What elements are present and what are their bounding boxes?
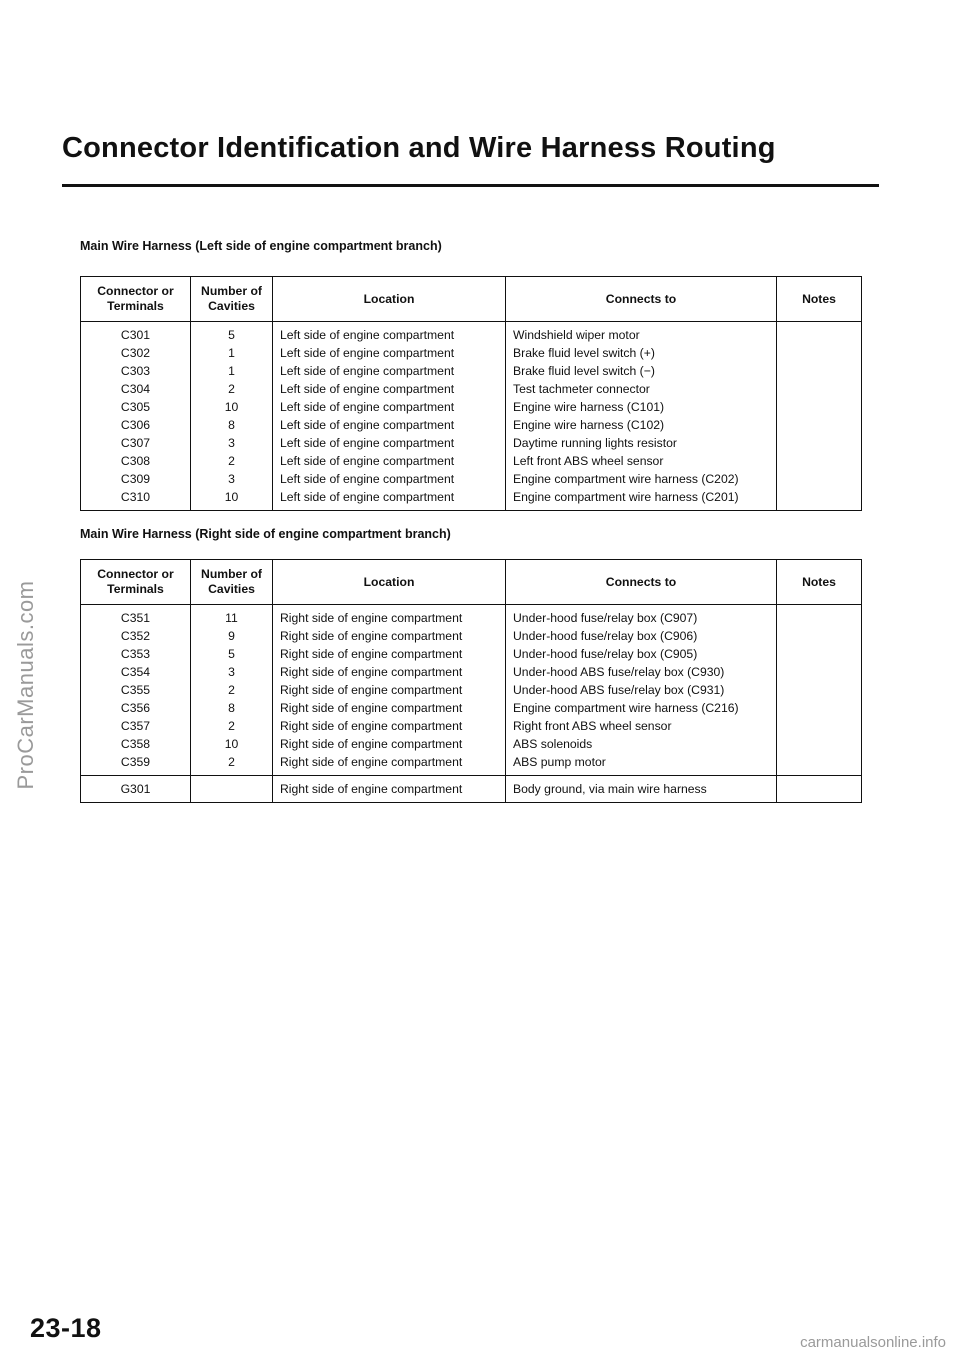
cavities-value: 3 <box>228 472 235 486</box>
connects-to-value: Under-hood ABS fuse/relay box (C930) <box>513 665 725 679</box>
location-value: Left side of engine compartment <box>280 346 455 360</box>
terminal-cell <box>81 322 191 511</box>
connects-to-cell <box>506 605 777 776</box>
cavities-value: 3 <box>228 665 235 679</box>
table-row-group <box>81 776 862 803</box>
location-value: Left side of engine compartment <box>280 382 455 396</box>
terminal-value: C302 <box>120 346 151 360</box>
connects-to-value: Engine compartment wire harness (C202) <box>513 472 739 486</box>
terminal-value: C354 <box>120 665 151 679</box>
table-row-group <box>81 322 862 511</box>
terminal-value: C359 <box>120 755 151 769</box>
connects-to-value: Under-hood ABS fuse/relay box (C931) <box>513 683 725 697</box>
terminal-value: C306 <box>120 418 151 432</box>
page-title: Connector Identification and Wire Harness Routing <box>62 132 776 164</box>
page-number: 23-18 <box>30 1313 102 1343</box>
connects-to-value: Test tachmeter connector <box>513 382 650 396</box>
cavities-value: 2 <box>228 719 235 733</box>
terminal-value: C303 <box>120 364 151 378</box>
cavities-value: 2 <box>228 454 235 468</box>
cavities-value: 5 <box>228 328 235 342</box>
right-branch-table <box>80 559 862 803</box>
location-value: Left side of engine compartment <box>280 328 455 342</box>
header-notes: Notes <box>777 277 862 322</box>
terminal-value: C308 <box>120 454 151 468</box>
cavities-value: 8 <box>228 418 235 432</box>
location-value: Left side of engine compartment <box>280 436 455 450</box>
section-heading-left-branch: Main Wire Harness (Left side of engine compartment branch) <box>80 239 442 253</box>
terminal-value: C307 <box>120 436 151 450</box>
cavities-value: 9 <box>228 629 235 643</box>
location-value: Right side of engine compartment <box>280 755 463 769</box>
cavities-cell <box>191 322 273 511</box>
cavities-value: 11 <box>225 611 238 625</box>
terminal-value: C352 <box>120 629 151 643</box>
notes-cell <box>777 322 862 511</box>
connects-to-cell <box>506 322 777 511</box>
terminal-value: C353 <box>120 647 151 661</box>
location-value: Right side of engine compartment <box>280 737 463 751</box>
table-row-group <box>81 605 862 776</box>
terminal-value: C357 <box>120 719 151 733</box>
cavities-value: 10 <box>224 400 239 414</box>
cavities-value: 10 <box>224 490 239 504</box>
connects-to-value: Under-hood fuse/relay box (C905) <box>513 647 698 661</box>
side-watermark <box>6 560 46 810</box>
section-heading-right-branch: Main Wire Harness (Right side of engine compartment branch) <box>80 527 451 541</box>
connects-to-value: Daytime running lights resistor <box>513 436 677 450</box>
header-terminals: Connector or Terminals <box>81 277 191 322</box>
cavities-value: 2 <box>228 683 235 697</box>
cavities-value: 1 <box>228 364 235 378</box>
notes-cell <box>777 776 862 803</box>
location-cell <box>273 322 506 511</box>
terminal-value: C301 <box>120 328 151 342</box>
location-value: Right side of engine compartment <box>280 665 463 679</box>
header-connects-to: Connects to <box>506 277 777 322</box>
header-location: Location <box>273 560 506 605</box>
connects-to-value: Under-hood fuse/relay box (C906) <box>513 629 698 643</box>
cavities-value: 5 <box>228 647 235 661</box>
header-location: Location <box>273 277 506 322</box>
notes-cell <box>777 605 862 776</box>
connects-to-value: ABS pump motor <box>513 755 606 769</box>
terminal-value: G301 <box>120 782 151 796</box>
cavities-value: 10 <box>224 737 239 751</box>
header-connects-to: Connects to <box>506 560 777 605</box>
cavities-cell <box>191 776 273 803</box>
terminal-value: C305 <box>120 400 151 414</box>
cavities-value <box>191 780 272 798</box>
location-value: Left side of engine compartment <box>280 364 455 378</box>
connects-to-value: ABS solenoids <box>513 737 593 751</box>
connects-to-value: Engine wire harness (C102) <box>513 418 665 432</box>
connects-to-value: Brake fluid level switch (−) <box>513 364 655 378</box>
location-value: Right side of engine compartment <box>280 611 463 625</box>
location-value: Right side of engine compartment <box>280 647 463 661</box>
terminal-cell <box>81 605 191 776</box>
connects-to-value: Engine wire harness (C101) <box>513 400 665 414</box>
connects-to-value: Left front ABS wheel sensor <box>513 454 664 468</box>
location-value: Left side of engine compartment <box>280 418 455 432</box>
header-notes: Notes <box>777 560 862 605</box>
location-value: Left side of engine compartment <box>280 400 455 414</box>
terminal-value: C310 <box>120 490 151 504</box>
location-value: Left side of engine compartment <box>280 490 455 504</box>
footer-url: carmanualsonline.info <box>800 1334 946 1351</box>
terminal-value: C358 <box>120 737 151 751</box>
connects-to-value: Windshield wiper motor <box>513 328 640 342</box>
cavities-value: 2 <box>228 755 235 769</box>
terminal-value: C356 <box>120 701 151 715</box>
location-value: Right side of engine compartment <box>280 629 463 643</box>
terminal-value: C351 <box>120 611 151 625</box>
location-value: Right side of engine compartment <box>280 719 463 733</box>
location-value: Left side of engine compartment <box>280 454 455 468</box>
connects-to-value: Right front ABS wheel sensor <box>513 719 672 733</box>
connects-to-value: Engine compartment wire harness (C201) <box>513 490 739 504</box>
connects-to-value: Brake fluid level switch (+) <box>513 346 655 360</box>
cavities-value: 3 <box>228 436 235 450</box>
terminal-cell <box>81 776 191 803</box>
header-cavities: Number of Cavities <box>191 560 273 605</box>
title-rule <box>62 184 879 187</box>
cavities-cell <box>191 605 273 776</box>
location-value: Right side of engine compartment <box>280 782 463 796</box>
cavities-value: 1 <box>228 346 235 360</box>
cavities-value: 8 <box>228 701 235 715</box>
connects-to-value: Engine compartment wire harness (C216) <box>513 701 739 715</box>
location-value: Right side of engine compartment <box>280 701 463 715</box>
connects-to-value: Body ground, via main wire harness <box>513 782 707 796</box>
connects-to-value: Under-hood fuse/relay box (C907) <box>513 611 698 625</box>
watermark-text: ProCarManuals.com <box>13 580 38 790</box>
left-branch-table <box>80 276 862 511</box>
header-cavities: Number of Cavities <box>191 277 273 322</box>
header-terminals: Connector or Terminals <box>81 560 191 605</box>
location-value: Left side of engine compartment <box>280 472 455 486</box>
terminal-value: C309 <box>120 472 151 486</box>
connects-to-cell <box>506 776 777 803</box>
location-value: Right side of engine compartment <box>280 683 463 697</box>
location-cell <box>273 605 506 776</box>
terminal-value: C304 <box>120 382 151 396</box>
table-header-row <box>81 277 862 322</box>
table-header-row <box>81 560 862 605</box>
terminal-value: C355 <box>120 683 151 697</box>
cavities-value: 2 <box>228 382 235 396</box>
location-cell <box>273 776 506 803</box>
